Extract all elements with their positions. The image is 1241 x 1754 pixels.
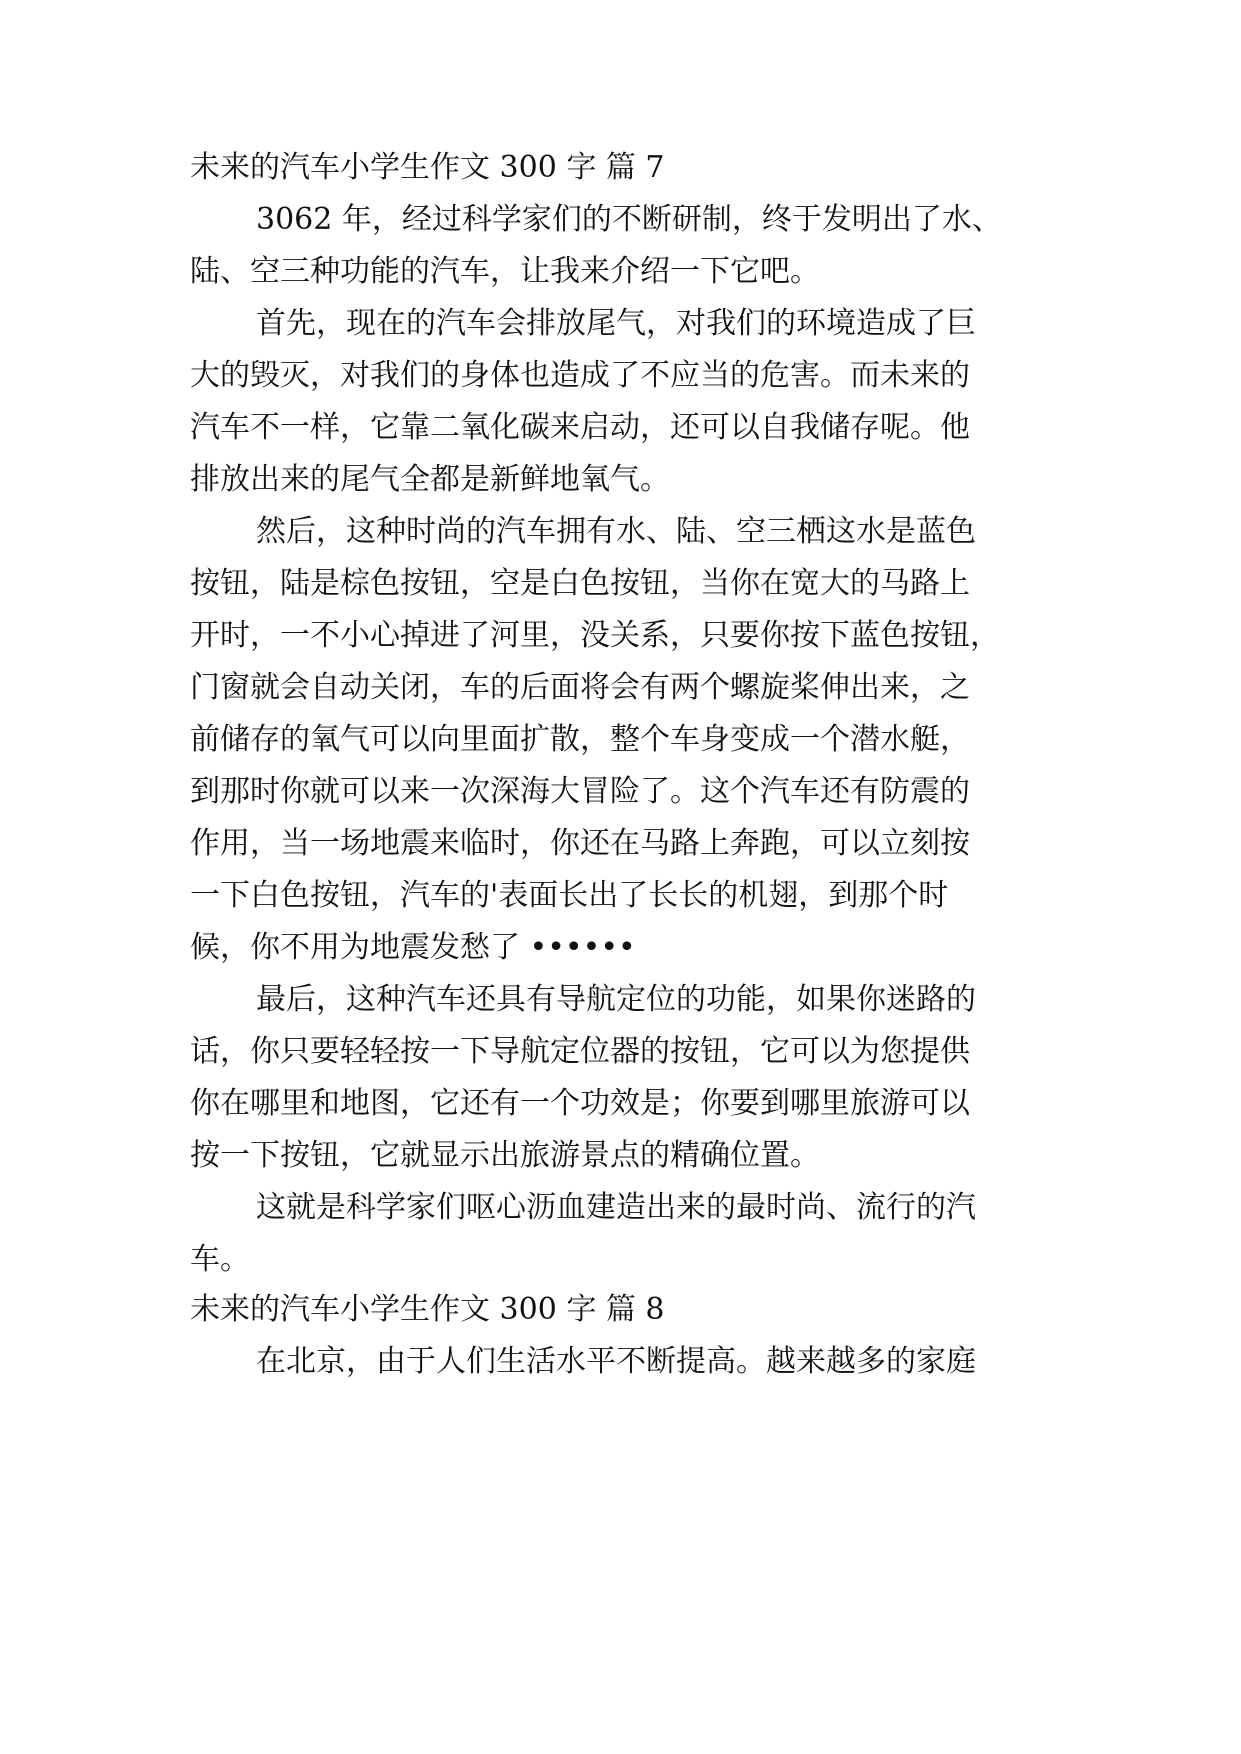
paragraph-line: 车。 xyxy=(190,1242,250,1277)
paragraph-line: 在北京，由于人们生活水平不断提高。越来越多的家庭 xyxy=(256,1344,976,1379)
paragraph-line: 最后，这种汽车还具有导航定位的功能，如果你迷路的 xyxy=(256,982,976,1017)
paragraph-line: 开时，一不小心掉进了河里，没关系，只要你按下蓝色按钮， xyxy=(190,618,1000,653)
section-heading: 未来的汽车小学生作文 300 字 篇 7 xyxy=(190,150,665,185)
paragraph-line: 排放出来的尾气全都是新鲜地氧气。 xyxy=(190,462,670,497)
paragraph-line: 到那时你就可以来一次深海大冒险了。这个汽车还有防震的 xyxy=(190,774,970,809)
paragraph-line: 门窗就会自动关闭，车的后面将会有两个螺旋桨伸出来，之 xyxy=(190,670,970,705)
paragraph-line: 大的毁灭，对我们的身体也造成了不应当的危害。而未来的 xyxy=(190,358,970,393)
paragraph-line: 候，你不用为地震发愁了 •••••• xyxy=(190,930,636,965)
paragraph-line: 前储存的氧气可以向里面扩散，整个车身变成一个潜水艇， xyxy=(190,722,970,757)
paragraph-line: 然后，这种时尚的汽车拥有水、陆、空三栖这水是蓝色 xyxy=(256,514,976,549)
paragraph-line: 按一下按钮，它就显示出旅游景点的精确位置。 xyxy=(190,1138,820,1173)
paragraph-line: 作用，当一场地震来临时，你还在马路上奔跑，可以立刻按 xyxy=(190,826,970,861)
paragraph-line: 这就是科学家们呕心沥血建造出来的最时尚、流行的汽 xyxy=(256,1190,976,1225)
paragraph-line: 话，你只要轻轻按一下导航定位器的按钮，它可以为您提供 xyxy=(190,1034,970,1069)
paragraph-line: 首先，现在的汽车会排放尾气，对我们的环境造成了巨 xyxy=(256,306,976,341)
paragraph-line: 按钮，陆是棕色按钮，空是白色按钮，当你在宽大的马路上 xyxy=(190,566,970,601)
paragraph-line: 3062 年，经过科学家们的不断研制，终于发明出了水、 xyxy=(256,202,1002,237)
paragraph-line: 一下白色按钮，汽车的'表面长出了长长的机翅，到那个时 xyxy=(190,878,949,913)
section-heading: 未来的汽车小学生作文 300 字 篇 8 xyxy=(190,1292,665,1327)
paragraph-line: 陆、空三种功能的汽车，让我来介绍一下它吧。 xyxy=(190,254,820,289)
paragraph-line: 你在哪里和地图，它还有一个功效是；你要到哪里旅游可以 xyxy=(190,1086,970,1121)
paragraph-line: 汽车不一样，它靠二氧化碳来启动，还可以自我储存呢。他 xyxy=(190,410,970,445)
